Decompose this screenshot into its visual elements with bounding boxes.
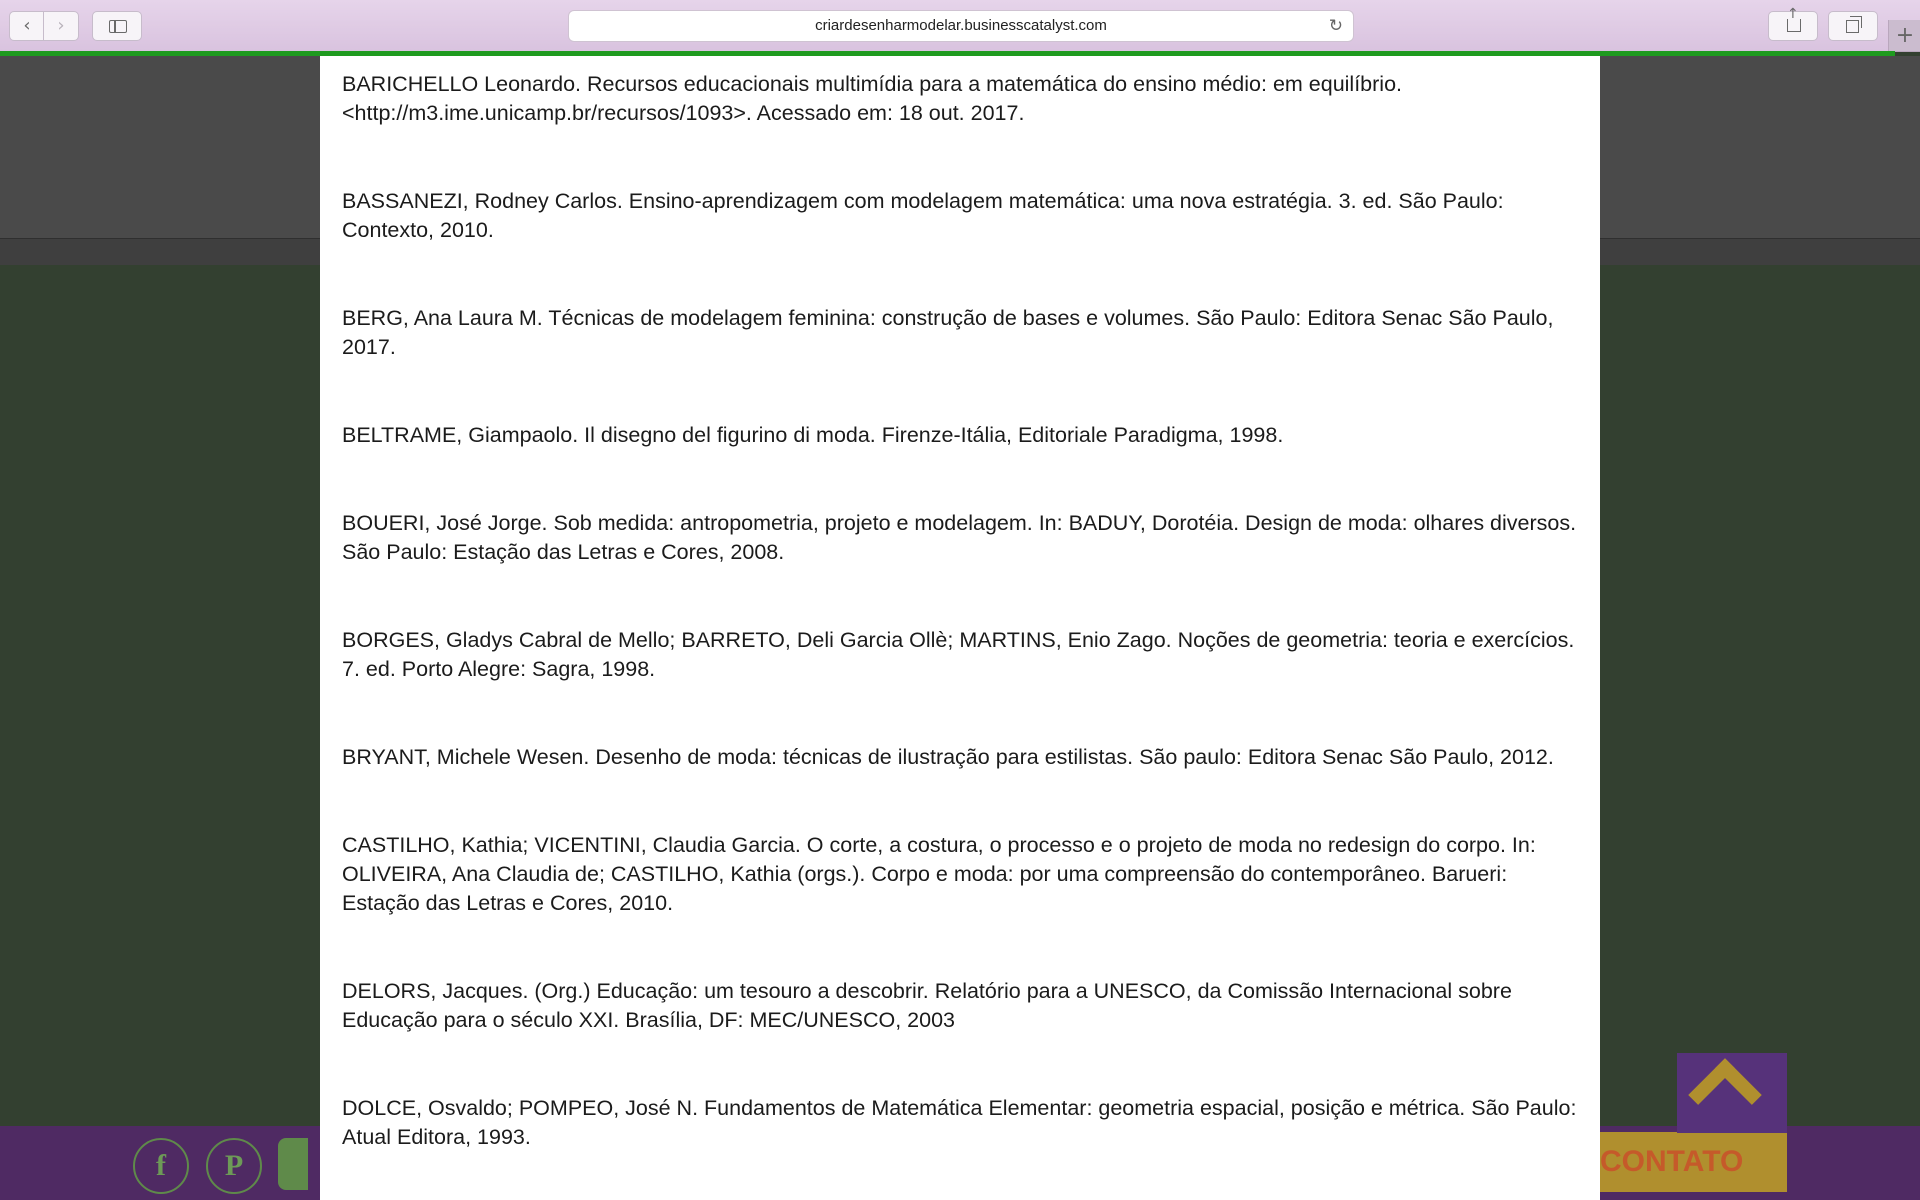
contact-label: CONTATO	[1600, 1145, 1744, 1178]
new-tab-button[interactable]	[1888, 20, 1920, 51]
reference-item: DOLCE, Osvaldo; POMPEO, José N. Fundamentos de Matemática Elementar: geometria espacial, posição e métrica. São Paulo: Atual Editora, 1993.	[342, 1096, 1577, 1149]
facebook-icon[interactable]	[133, 1138, 189, 1194]
scroll-to-top-button[interactable]	[1677, 1053, 1787, 1133]
share-button[interactable]	[1768, 11, 1818, 41]
pinterest-icon[interactable]	[206, 1138, 262, 1194]
reference-item: BARICHELLO Leonardo. Recursos educacionais multimídia para a matemática do ensino médio: em equilíbrio. <http://m3.ime.unicamp.br/recursos/1093>. Acessado em: 18 out. 2017.	[342, 72, 1403, 125]
contact-button[interactable]	[1594, 1132, 1787, 1192]
reference-item: BOUERI, José Jorge. Sob medida: antropometria, projeto e modelagem. In: BADUY, Dorotéia. Design de moda: olhares diversos. São Paulo: Estação das Letras e Cores, 2008.	[342, 511, 1577, 564]
reference-item: DELORS, Jacques. (Org.) Educação: um tesouro a descobrir. Relatório para a UNESCO, da Comissão Internacional sobre Educação para o século XXI. Brasília, DF: MEC/UNESCO, 2003	[342, 979, 1512, 1032]
chevron-up-icon	[1688, 1058, 1762, 1132]
sidebar-toggle-button[interactable]	[92, 11, 142, 41]
references-panel	[320, 56, 1600, 1200]
reference-item: BELTRAME, Giampaolo. Il disegno del figurino di moda. Firenze-Itália, Editoriale Paradigma, 1998.	[342, 423, 1284, 447]
forward-button[interactable]	[43, 11, 79, 41]
address-bar[interactable]	[568, 10, 1354, 42]
share-icon	[1787, 19, 1801, 32]
chevron-right-icon: ›	[57, 15, 65, 36]
reference-item: CASTILHO, Kathia; VICENTINI, Claudia Garcia. O corte, a costura, o processo e o projeto de moda no redesign do corpo. In: OLIVEIRA, Ana Claudia de; CASTILHO, Kathia (orgs.). Corpo e moda: por uma compreensão do contemporâneo. Barueri: Estação das Letras e Cores, 2010.	[342, 833, 1536, 915]
reference-item: BERG, Ana Laura M. Técnicas de modelagem feminina: construção de bases e volumes. São Paulo: Editora Senac São Paulo, 2017.	[342, 306, 1554, 359]
back-button[interactable]	[9, 11, 45, 41]
facebook-glyph: f	[156, 1149, 166, 1182]
chevron-left-icon: ‹	[23, 15, 31, 36]
pinterest-glyph: P	[224, 1149, 244, 1182]
browser-toolbar	[0, 0, 1920, 52]
show-tabs-button[interactable]	[1828, 11, 1878, 41]
reference-item: BASSANEZI, Rodney Carlos. Ensino-aprendizagem com modelagem matemática: uma nova estratégia. 3. ed. São Paulo: Contexto, 2010.	[342, 189, 1504, 242]
hand-icon[interactable]	[278, 1138, 308, 1190]
url-text: criardesenharmodelar.businesscatalyst.com	[815, 17, 1107, 34]
reference-item: BORGES, Gladys Cabral de Mello; BARRETO, Deli Garcia Ollè; MARTINS, Enio Zago. Noções de geometria: teoria e exercícios. 7. ed. Porto Alegre: Sagra, 1998.	[342, 628, 1575, 681]
reference-item: BRYANT, Michele Wesen. Desenho de moda: técnicas de ilustração para estilistas. São paulo: Editora Senac São Paulo, 2012.	[342, 745, 1554, 769]
reload-icon[interactable]: ↻	[1328, 16, 1343, 35]
sidebar-icon	[109, 20, 127, 33]
tabs-icon	[1846, 20, 1859, 33]
plus-icon: +	[1895, 23, 1915, 48]
